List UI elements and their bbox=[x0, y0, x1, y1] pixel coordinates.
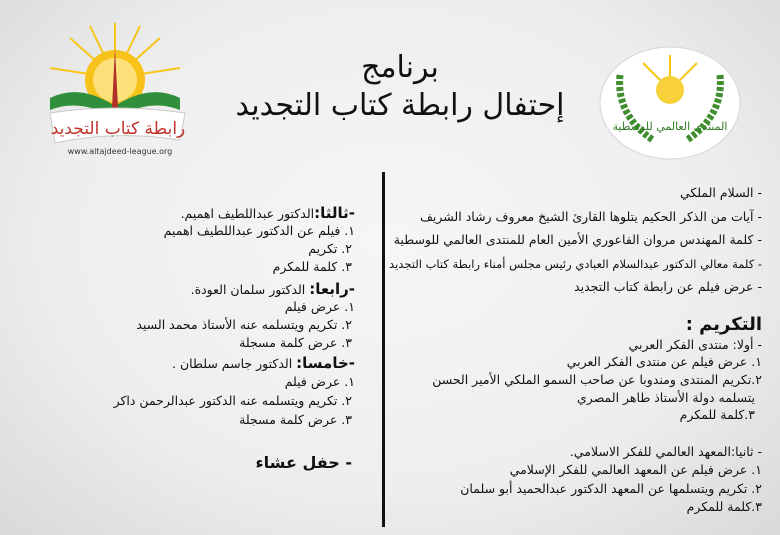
section-item: ٢.تكريم المنتدى ومندوبا عن صاحب السمو الملكي الأمير الحسن bbox=[432, 372, 762, 387]
section-item: ٣. كلمة للمكرم bbox=[272, 259, 352, 274]
dinner-item: - حفل عشاء bbox=[255, 453, 352, 472]
event-title: إحتفال رابطة كتاب التجديد bbox=[235, 88, 565, 123]
section-label: -خامسا: bbox=[296, 354, 355, 372]
section-title bbox=[181, 205, 355, 222]
svg-text:www.altajdeed-league.org: www.altajdeed-league.org bbox=[67, 147, 173, 156]
section-title bbox=[172, 355, 355, 372]
section-item: ٣.كلمة للمكرم bbox=[686, 499, 762, 514]
section-item: ٣.كلمة للمكرم bbox=[679, 407, 755, 422]
opening-item: - السلام الملكي bbox=[679, 185, 762, 200]
section-label: -رابعا: bbox=[309, 280, 355, 298]
section-name: الدكتور عبداللطيف اهميم. bbox=[180, 206, 315, 221]
section-title bbox=[191, 281, 355, 298]
program-title: برنامج bbox=[361, 50, 439, 85]
section-name: الدكتور جاسم سلطان . bbox=[172, 356, 297, 371]
section-item: ١. فيلم عن الدكتور عبداللطيف اهميم bbox=[163, 223, 355, 238]
opening-item: - كلمة معالي الدكتور عبدالسلام العبادي رئيس مجلس أمناء رابطة كتاب التجديد bbox=[389, 257, 762, 271]
section-item: ٣. عرض كلمة مسجلة bbox=[239, 335, 352, 350]
section-item: ٢. تكريم bbox=[308, 241, 352, 256]
section-item: ١. عرض فيلم عن المعهد العالمي للفكر الإسلامي bbox=[509, 462, 762, 477]
section-title: - أولا: منتدى الفكر العربي bbox=[628, 337, 762, 352]
opening-item: - آيات من الذكر الحكيم يتلوها القارئ الشيخ معروف رشاد الشريف bbox=[419, 209, 762, 224]
section-title: - ثانيا:المعهد العالمي للفكر الاسلامي. bbox=[569, 444, 762, 459]
section-item: ٢. تكريم ويتسلمها عن المعهد الدكتور عبدالحميد أبو سلمان bbox=[460, 481, 762, 496]
section-item: ١. عرض فيلم bbox=[284, 374, 355, 389]
section-item: ٢. تكريم ويتسلمه عنه الدكتور عبدالرحمن داكر bbox=[113, 393, 352, 408]
svg-text:المنتدى العالمي للوسطية: المنتدى العالمي للوسطية bbox=[612, 120, 728, 133]
svg-text:رابطة كتاب التجديد: رابطة كتاب التجديد bbox=[50, 119, 186, 139]
section-name: الدكتور سلمان العودة. bbox=[190, 282, 310, 297]
section-item: ٣. عرض كلمة مسجلة bbox=[239, 412, 352, 427]
section-item: ٢. تكريم ويتسلمه عنه الأستاذ محمد السيد bbox=[136, 317, 352, 332]
section-label: -ثالثا: bbox=[314, 204, 355, 222]
honoring-heading: التكريم : bbox=[685, 314, 762, 335]
section-item: يتسلمه دولة الأستاذ طاهر المصري bbox=[577, 390, 755, 405]
opening-item: - عرض فيلم عن رابطة كتاب التجديد bbox=[574, 279, 762, 294]
opening-item: - كلمة المهندس مروان الفاعوري الأمين العام للمنتدى العالمي للوسطية bbox=[393, 232, 762, 247]
section-item: ١. عرض فيلم عن منتدى الفكر العربي bbox=[566, 354, 762, 369]
section-item: ١. عرض فيلم bbox=[284, 299, 355, 314]
column-divider bbox=[382, 172, 385, 527]
